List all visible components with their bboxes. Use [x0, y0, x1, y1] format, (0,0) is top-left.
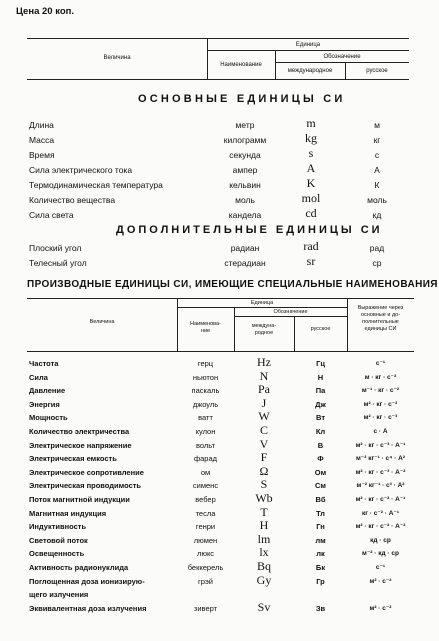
quantity-name: щего излучения — [29, 590, 89, 600]
russian-symbol: Зв — [315, 603, 326, 613]
table-row — [0, 176, 439, 191]
russian-symbol: лм — [315, 535, 326, 545]
unit-name: секунда — [229, 150, 261, 160]
russian-symbol: Ом — [314, 467, 327, 477]
russian-symbol: Кл — [315, 427, 326, 436]
quantity-name: Индуктивность — [29, 522, 87, 532]
unit-name: радиан — [230, 243, 260, 253]
si-expression: м² · кг · с⁻³ · А⁻¹ — [355, 441, 406, 449]
unit-name: ватт — [198, 413, 213, 423]
international-symbol: Bq — [256, 559, 271, 573]
quantity-name: Поглощенная доза ионизирую- — [29, 576, 145, 586]
international-symbol: m — [306, 116, 316, 130]
unit-name: кандела — [228, 210, 262, 220]
russian-symbol: Ф — [317, 454, 324, 464]
international-symbol: F — [260, 450, 268, 465]
russian-symbol: моль — [367, 195, 387, 205]
si-expression: м² · кг · с⁻² · А⁻¹ — [355, 496, 406, 503]
derived-header-unit: Единица — [250, 300, 274, 306]
unit-name: герц — [197, 359, 214, 368]
derived-header-expr-3: полнительные — [362, 319, 399, 325]
header-unit: Единица — [295, 42, 321, 48]
unit-name: ампер — [232, 165, 258, 175]
russian-symbol: Вт — [316, 413, 325, 423]
quantity-name: Количество вещества — [29, 195, 116, 205]
derived-table-header — [27, 298, 414, 352]
unit-name: люмен — [193, 535, 218, 545]
si-expression: м² · кг · с⁻³ — [363, 414, 398, 422]
quantity-name: Эквивалентная доза излучения — [29, 603, 147, 613]
table-row — [0, 395, 439, 411]
unit-name: вебер — [195, 495, 216, 504]
derived-header-quantity: Величина — [89, 319, 115, 325]
international-symbol: V — [259, 436, 269, 451]
quantity-name: Поток магнитной индукции — [29, 495, 130, 504]
russian-symbol: А — [374, 165, 380, 175]
section-title-supplementary: ДОПОЛНИТЕЛЬНЫЕ ЕДИНИЦЫ СИ — [116, 224, 383, 236]
international-symbol: lx — [259, 545, 269, 560]
si-expression: м² · кг · с⁻³ · А⁻² — [355, 468, 406, 476]
russian-symbol: м — [374, 120, 380, 130]
unit-name: грэй — [198, 576, 213, 586]
derived-header-name-1: Наименова- — [190, 321, 221, 327]
derived-header-name-2: ние — [200, 328, 211, 334]
si-expression: м⁻² кг⁻¹ · с³ · А² — [356, 482, 405, 490]
quantity-name: Термодинамическая температура — [29, 180, 163, 190]
international-symbol: S — [260, 477, 268, 492]
international-symbol: K — [306, 176, 316, 190]
quantity-name: Мощность — [29, 413, 68, 423]
quantity-name: Сила электрического тока — [29, 165, 133, 175]
unit-name: моль — [235, 195, 255, 205]
table-row — [0, 239, 439, 254]
quantity-name: Магнитная индукция — [29, 508, 107, 518]
si-expression: м² · кг · с⁻² — [363, 400, 398, 408]
table-row — [0, 425, 439, 438]
russian-symbol: Н — [317, 372, 324, 382]
table-row — [0, 531, 439, 547]
quantity-name: Плоский угол — [29, 243, 82, 253]
unit-name: паскаль — [191, 386, 220, 396]
international-symbol: W — [258, 409, 270, 424]
international-symbol: J — [261, 395, 267, 410]
international-symbol: mol — [301, 191, 321, 205]
russian-symbol: Тл — [316, 508, 325, 518]
unit-name: стерадиан — [224, 258, 266, 268]
international-symbol: Sv — [257, 599, 271, 614]
international-symbol: cd — [305, 206, 317, 220]
price-label: Цена 20 коп. — [16, 6, 75, 17]
si-expression: м · кг · с⁻² — [364, 373, 397, 381]
international-symbol: Hz — [257, 355, 271, 369]
quantity-name: Освещенность — [29, 549, 85, 559]
table-row — [0, 411, 439, 424]
si-expression: м² · кг · с⁻² · А⁻² — [355, 523, 406, 531]
russian-symbol: Бк — [315, 563, 326, 572]
international-symbol: H — [259, 518, 269, 533]
table-row — [0, 116, 439, 131]
international-symbol: rad — [303, 239, 319, 253]
table-row — [0, 191, 439, 206]
russian-symbol: Дж — [315, 399, 326, 409]
quantity-name: Активность радионуклида — [29, 563, 129, 572]
table-row — [0, 599, 439, 615]
international-symbol: N — [259, 368, 269, 383]
quantity-name: Время — [29, 150, 55, 160]
table-row — [0, 357, 439, 370]
quantity-name: Электрическая проводимость — [29, 481, 142, 491]
russian-symbol: Гр — [316, 576, 325, 586]
quantity-name: Электрическое сопротивление — [29, 467, 144, 477]
quantity-name: Длина — [29, 120, 54, 130]
unit-name: тесла — [195, 508, 216, 518]
derived-header-expr-2: основные и до- — [360, 312, 401, 318]
header-designation: Обозначение — [323, 54, 361, 60]
russian-symbol: В — [317, 440, 324, 450]
section-title-derived: ПРОИЗВОДНЫЕ ЕДИНИЦЫ СИ, ИМЕЮЩИЕ СПЕЦИАЛЬНЫЕ НАИМЕНОВАНИЯ — [27, 279, 438, 290]
quantity-name: Количество электричества — [29, 427, 130, 436]
russian-symbol: Гц — [316, 359, 325, 368]
header-name: Наименование — [220, 62, 262, 68]
header-quantity: Величина — [103, 55, 131, 61]
quantity-name: Масса — [29, 135, 55, 145]
header-international: международное — [287, 68, 333, 74]
table-row — [0, 547, 439, 560]
derived-header-intl-2: родное — [254, 330, 274, 336]
unit-name: ньютон — [192, 372, 219, 382]
international-symbol: Ω — [259, 463, 269, 478]
russian-symbol: К — [374, 180, 380, 190]
table-row — [0, 436, 439, 452]
international-symbol: s — [308, 146, 314, 160]
quantity-name: Телесный угол — [29, 258, 87, 268]
si-expression: с · А — [373, 428, 388, 435]
derived-header-intl-1: междуна- — [251, 323, 277, 329]
russian-symbol: кд — [372, 210, 382, 220]
quantity-name: Световой поток — [29, 535, 88, 545]
section-title-basic: ОСНОВНЫЕ ЕДИНИЦЫ СИ — [138, 93, 346, 105]
international-symbol: sr — [306, 254, 316, 268]
table-row — [0, 254, 439, 269]
unit-name: ом — [200, 467, 211, 477]
russian-symbol: ср — [372, 258, 382, 268]
si-expression: м² · с⁻² — [369, 577, 392, 585]
table-row — [0, 161, 439, 176]
derived-header-expr-1: Выражение через — [357, 305, 404, 311]
russian-symbol: лк — [316, 549, 325, 559]
derived-header-expr-4: единицы СИ — [364, 326, 397, 332]
international-symbol: Pa — [258, 382, 270, 397]
si-expression: м⁻¹ · кг · с⁻² — [361, 387, 400, 395]
international-symbol: Gy — [256, 572, 272, 587]
unit-name: люкс — [196, 549, 215, 559]
unit-name: сименс — [192, 481, 219, 491]
quantity-name: Энергия — [29, 399, 60, 409]
quantity-name: Сила — [29, 372, 48, 382]
table-row — [0, 572, 439, 588]
table-row — [0, 463, 439, 479]
derived-header-designation: Обозначение — [273, 309, 308, 315]
units-table-header — [27, 38, 409, 80]
si-expression: м² · с⁻² — [369, 604, 392, 612]
quantity-name: Частота — [29, 359, 59, 368]
table-row — [0, 504, 439, 520]
si-expression: кг · с⁻² · А⁻¹ — [361, 509, 399, 517]
russian-symbol: См — [315, 481, 326, 491]
russian-symbol: кг — [373, 135, 381, 145]
international-symbol: A — [306, 161, 316, 175]
table-row — [0, 131, 439, 146]
international-symbol: C — [259, 423, 268, 437]
table-row — [0, 588, 439, 601]
derived-header-russian: русское — [310, 326, 331, 332]
quantity-name: Электрическая емкость — [29, 454, 117, 464]
unit-name: генри — [195, 522, 216, 532]
table-row — [0, 384, 439, 397]
table-row — [0, 520, 439, 533]
si-expression: м⁻² кг⁻¹ · с⁴ · А² — [355, 455, 405, 463]
si-expression: кд · ср — [370, 536, 391, 544]
header-russian: русское — [366, 68, 388, 74]
unit-name: фарад — [193, 454, 218, 464]
russian-symbol: рад — [369, 243, 385, 253]
table-row — [0, 368, 439, 384]
unit-name: метр — [235, 120, 255, 130]
unit-name: беккерель — [187, 563, 224, 572]
unit-name: зиверт — [193, 603, 218, 613]
table-row — [0, 452, 439, 465]
international-symbol: T — [260, 504, 268, 519]
quantity-name: Давление — [29, 386, 66, 396]
russian-symbol: Вб — [315, 495, 326, 504]
international-symbol: Wb — [255, 491, 273, 505]
russian-symbol: Па — [315, 386, 326, 396]
unit-name: кулон — [195, 427, 216, 436]
quantity-name: Электрическое напряжение — [29, 440, 132, 450]
unit-name: вольт — [195, 440, 216, 450]
table-row — [0, 479, 439, 492]
russian-symbol: с — [374, 150, 380, 160]
quantity-name: Сила света — [29, 210, 74, 220]
international-symbol: kg — [305, 131, 317, 145]
russian-symbol: Гн — [316, 522, 325, 532]
si-expression: м⁻² · кд · ср — [362, 550, 399, 558]
unit-name: килограмм — [223, 135, 267, 145]
table-row — [0, 146, 439, 161]
unit-name: джоуль — [192, 399, 219, 409]
international-symbol: lm — [257, 531, 271, 546]
table-row — [0, 561, 439, 574]
si-expression: с⁻¹ — [375, 564, 386, 571]
table-row — [0, 493, 439, 506]
si-expression: с⁻¹ — [375, 360, 386, 367]
unit-name: кельвин — [229, 180, 261, 190]
table-row — [0, 206, 439, 221]
